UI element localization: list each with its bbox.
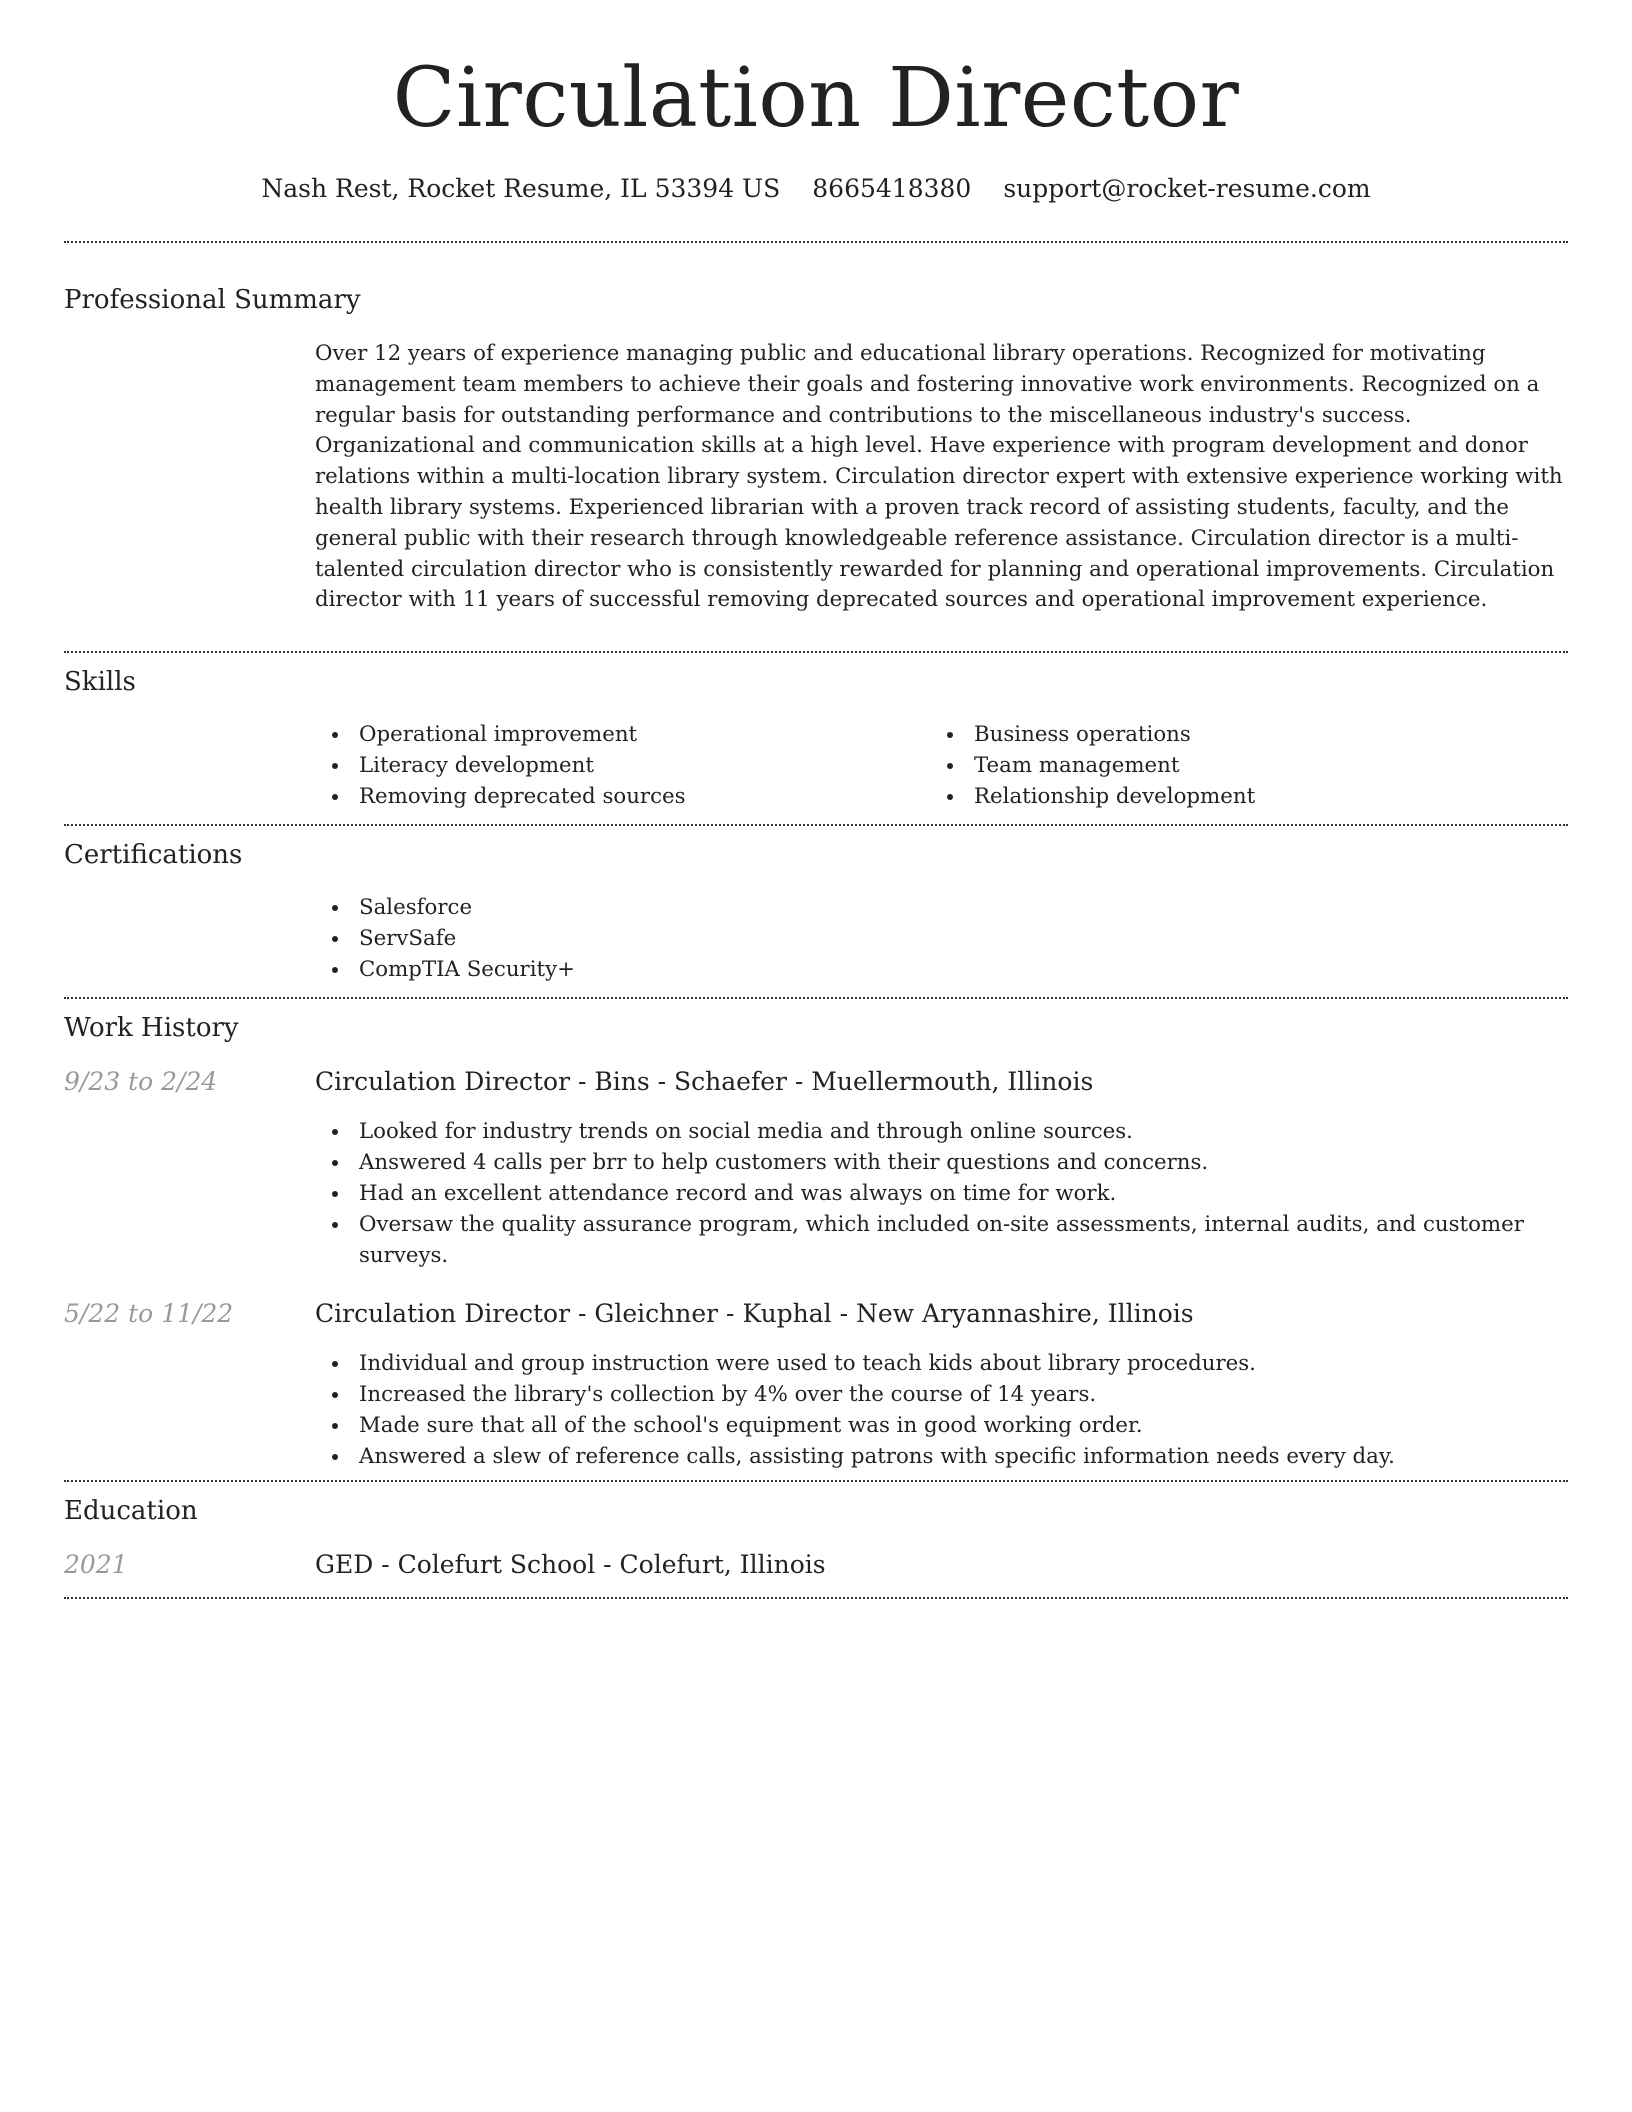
summary-section: [64, 243, 1568, 630]
contact-phone: 8665418380: [812, 174, 972, 203]
job-entry: [64, 1301, 1568, 1472]
summary-text: Over 12 years of experience managing public and educational library operations. Recognized for motivating management team members to achieve their goals and fostering innovative work environments. Recognized on a regular basis for outstanding performance and contributions to the miscellaneous industry's success. Organizational and communication skills at a high level. Have experience with program development and donor relations within a multi-location library system. Circulation director expert with extensive experience working with health library systems. Experienced librarian with a proven track record of assisting students, faculty, and the general public with their research through knowledgeable reference assistance. Circulation director is a multi-talented circulation director who is consistently rewarded for planning and operational improvements. Circulation director with 11 years of successful removing deprecated sources and operational improvement experience.: [315, 341, 1563, 613]
certifications-section: [64, 826, 1568, 997]
skill-item: Literacy development: [315, 750, 930, 781]
job-bullet: Increased the library's collection by 4% over the course of 14 years.: [315, 1379, 1568, 1410]
education-section: [64, 1482, 1568, 1597]
job-bullet: Looked for industry trends on social media and through online sources.: [315, 1116, 1568, 1147]
job-entry: [64, 1069, 1568, 1271]
skills-heading: Skills: [64, 667, 136, 698]
job-body: [315, 1301, 1568, 1472]
contact-address: Nash Rest, Rocket Resume, IL 53394 US: [261, 174, 781, 203]
work-history-heading: Work History: [64, 1013, 239, 1044]
certifications-heading: Certifications: [64, 840, 243, 871]
divider: [64, 1597, 1568, 1599]
skills-right-list: [930, 719, 1545, 812]
job-bullet: Answered 4 calls per brr to help customers with their questions and concerns.: [315, 1147, 1568, 1178]
job-dates: 5/22 to 11/22: [64, 1299, 234, 1329]
certifications-list: [315, 892, 1568, 997]
job-bullets: [315, 1348, 1568, 1472]
job-bullet: Individual and group instruction were used to teach kids about library procedures.: [315, 1348, 1568, 1379]
contact-line: [64, 176, 1568, 201]
certification-item: ServSafe: [315, 923, 1568, 954]
skill-item: Business operations: [930, 719, 1545, 750]
job-bullet: Had an excellent attendance record and was always on time for work.: [315, 1178, 1568, 1209]
education-degree: GED - Colefurt School - Colefurt, Illinois: [315, 1550, 826, 1580]
job-bullets: [315, 1116, 1568, 1271]
education-heading: Education: [64, 1496, 198, 1527]
job-bullet: Oversaw the quality assurance program, which included on-site assessments, internal audits, and customer surveys.: [315, 1209, 1568, 1271]
certification-item: CompTIA Security+: [315, 954, 1568, 985]
summary-heading: Professional Summary: [64, 285, 361, 315]
job-bullet: Answered a slew of reference calls, assisting patrons with specific information needs every day.: [315, 1441, 1568, 1472]
job-bullet: Made sure that all of the school's equipment was in good working order.: [315, 1410, 1568, 1441]
education-entry: [64, 1552, 1568, 1597]
resume-name: Circulation Director: [392, 51, 1240, 146]
skills-section: [64, 653, 1568, 824]
skill-item: Team management: [930, 750, 1545, 781]
work-history-section: [64, 999, 1568, 1480]
skills-left-list: [315, 719, 930, 812]
job-title: Circulation Director - Gleichner - Kuphal - New Aryannashire, Illinois: [315, 1299, 1194, 1329]
skill-item: Removing deprecated sources: [315, 781, 930, 812]
job-title: Circulation Director - Bins - Schaefer - Muellermouth, Illinois: [315, 1067, 1094, 1097]
skill-item: Operational improvement: [315, 719, 930, 750]
contact-email: support@rocket-resume.com: [1003, 174, 1371, 203]
skills-grid: [315, 719, 1568, 824]
skill-item: Relationship development: [930, 781, 1545, 812]
certification-item: Salesforce: [315, 892, 1568, 923]
job-dates: 9/23 to 2/24: [64, 1067, 218, 1097]
job-body: [315, 1069, 1568, 1271]
education-year: 2021: [64, 1550, 128, 1580]
